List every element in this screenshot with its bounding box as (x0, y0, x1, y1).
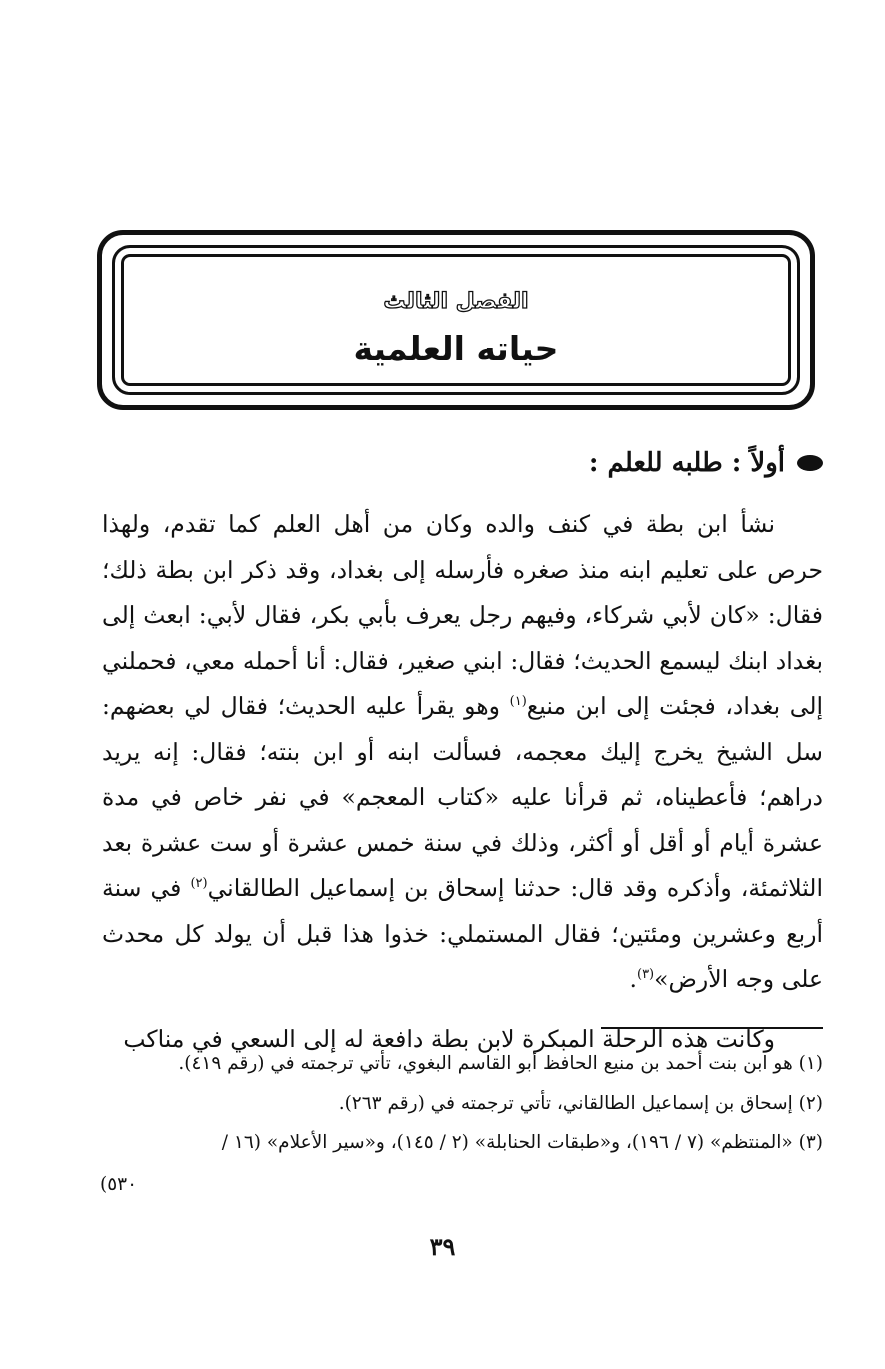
footnotes (102, 1044, 823, 1163)
body-paragraph-2: وكانت هذه الرحلة المبكرة لابن بطة دافعة له إلى السعي في مناكب (123, 1024, 775, 1053)
body-text-segment: في سنة أربع وعشرين ومئتين؛ فقال المستملي: خذوا هذا قبل أن يولد كل محدث على وجه الأرض» (102, 874, 823, 993)
body-paragraph-1 (102, 502, 823, 1003)
footnote-3: (٣) «المنتظم» (٧ / ١٩٦)، و«طبقات الحنابلة» (٢ / ١٤٥)، و«سير الأعلام» (١٦ / (221, 1132, 823, 1153)
footnote-divider (601, 1027, 823, 1029)
page-number: ٣٩ (429, 1232, 456, 1261)
section-heading: أولاً : طلبه للعلم : (588, 448, 785, 478)
chapter-frame (97, 230, 815, 410)
bullet-icon (797, 455, 823, 471)
body-text (102, 502, 823, 1062)
footnote-ref-3[interactable]: (٣) (636, 967, 655, 983)
footnote-3-continuation: ٥٣٠) (100, 1174, 138, 1195)
body-text-segment: . (629, 965, 637, 993)
chapter-frame-inner (112, 245, 800, 395)
section-heading-row (589, 448, 823, 478)
footnote-ref-2[interactable]: (٢) (190, 876, 208, 892)
footnote-1: (١) هو ابن بنت أحمد بن منيع الحافظ أبو القاسم البغوي، تأتي ترجمته في (رقم ٤١٩). (178, 1053, 823, 1074)
footnote-ref-1[interactable]: (١) (509, 694, 527, 710)
body-text-segment: نشأ ابن بطة في كنف والده وكان من أهل العلم كما تقدم، ولهذا حرص على تعليم ابنه منذ صغره فأرسله إلى بغداد، وقد ذكر ابن بطة ذلك؛ فقال: «كان لأبي شركاء، وفيهم رجل يعرف بأبي بكر، فقال لأبي: ابعث إلى بغداد ابنك ليسمع الحديث؛ فقال: ابني صغير، فقال: أنا أحمله معي، فحملني إلى بغداد، فجئت إلى ابن منيع (102, 510, 824, 720)
footnote-2: (٢) إسحاق بن إسماعيل الطالقاني، تأتي ترجمته في (رقم ٢٦٣). (338, 1092, 823, 1114)
chapter-title: حياته العلمية (353, 329, 559, 368)
body-text-segment: وهو يقرأ عليه الحديث؛ فقال لي بعضهم: سل الشيخ يخرج إليك معجمه، فسألت ابنه أو ابن بنته؛ فقال: إنه يريد دراهم؛ فأعطيناه، ثم قرأنا عليه «كتاب المعجم» في نفر خاص في مدة عشرة أيام أو أقل أو أكثر، وذلك في سنة خمس عشرة أو ست عشرة بعد الثلاثمئة، وأذكره وقد قال: حدثنا إسحاق بن إسماعيل الطالقاني (102, 692, 823, 902)
chapter-label: الفصل الثالث (383, 289, 529, 314)
